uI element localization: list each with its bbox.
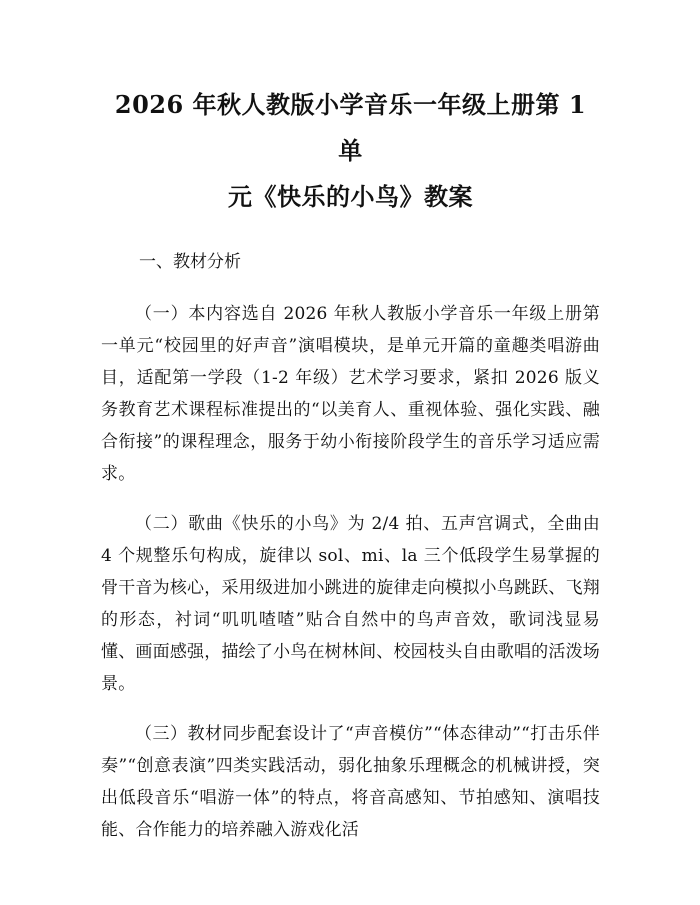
document-title (101, 0, 600, 220)
section-heading-textbook-analysis: 一、教材分析 (139, 252, 241, 272)
title-line-1: 2026 年秋人教版小学音乐一年级上册第 1 单 (114, 90, 587, 165)
paragraph-1: （一）本内容选自 2026 年秋人教版小学音乐一年级上册第一单元“校园里的好声音”演唱模块，是单元开篇的童趣类唱游曲目，适配第一学段（1-2 年级）艺术学习要求，紧扣 2026 版义务教育艺术课程标准提出的“以美育人、重视体验、强化实践、融合衔接”的课程理念，服务于幼小衔接阶段学生的音乐学习适应需求。 (101, 304, 600, 484)
paragraph-3: （三）教材同步配套设计了“声音模仿”“体态律动”“打击乐伴奏”“创意表演”四类实践活动，弱化抽象乐理概念的机械讲授，突出低段音乐“唱游一体”的特点，将音高感知、节拍感知、演唱技能、合作能力的培养融入游戏化活 (101, 724, 600, 840)
title-line-2: 元《快乐的小鸟》教案 (228, 182, 473, 211)
paragraph-2: （二）歌曲《快乐的小鸟》为 2/4 拍、五声宫调式，全曲由 4 个规整乐句构成，旋律以 sol、mi、la 三个低段学生易掌握的骨干音为核心，采用级进加小跳进的旋律走向模拟小鸟跳跃、飞翔的形态，衬词“叽叽喳喳”贴合自然中的鸟声音效，歌词浅显易懂、画面感强，描绘了小鸟在树林间、校园枝头自由歌唱的活泼场景。 (101, 514, 600, 694)
